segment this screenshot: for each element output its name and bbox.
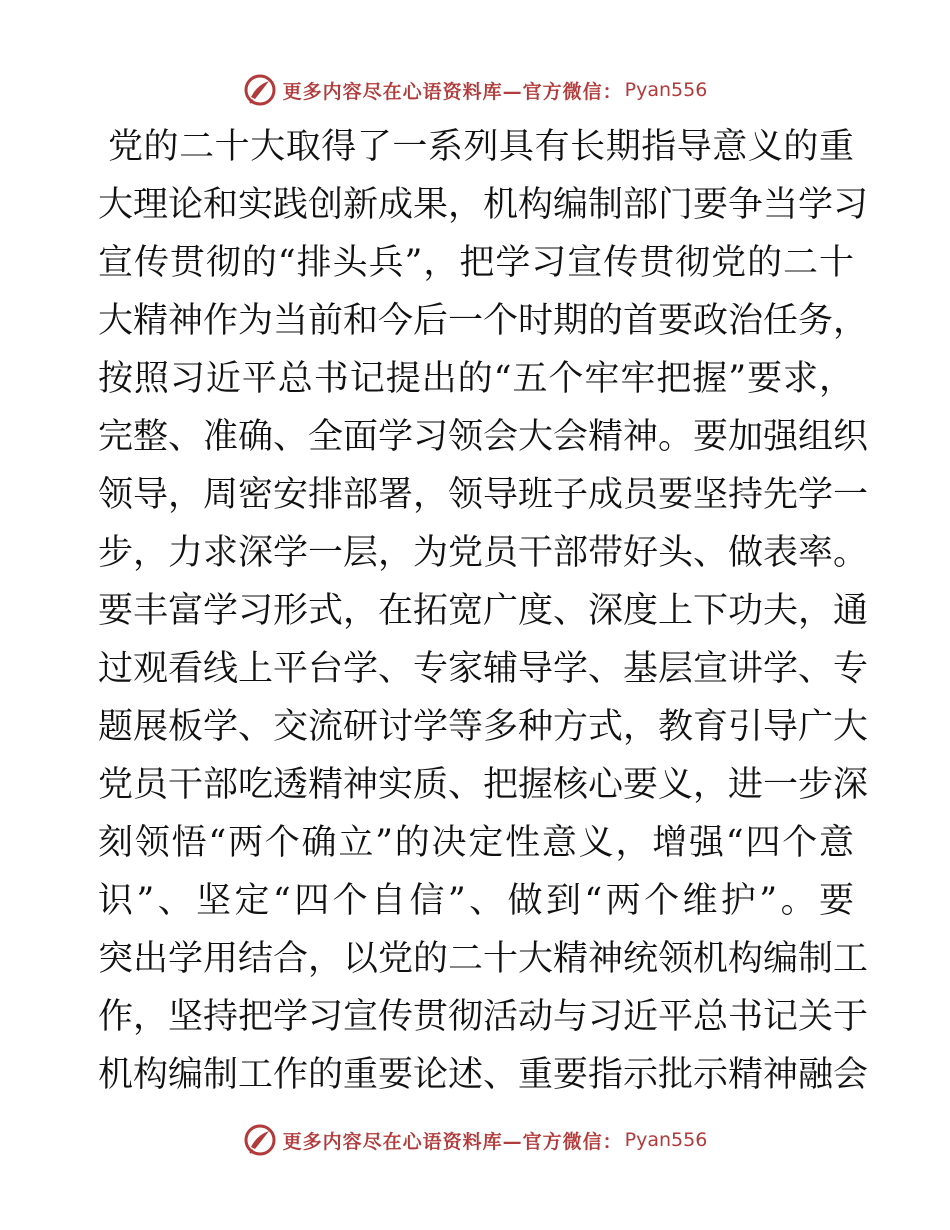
text-line: 大精神作为当前和今后一个时期的首要政治任务， [98,301,869,341]
text-line: 按照习近平总书记提出的“五个牢牢把握”要求， [98,359,854,399]
text-line: 题展板学、交流研讨学等多种方式，教育引导广大 [98,707,869,747]
text-line: 刻领悟“两个确立”的决定性意义，增强“四个意 [98,823,854,863]
text-line: 要丰富学习形式，在拓宽广度、深度上下功夫，通 [98,591,869,631]
text-line: 大理论和实践创新成果，机构编制部门要争当学习 [98,185,869,225]
watermark-wechat-id: Pyan556 [624,1129,708,1151]
text-line: 过观看线上平台学、专家辅导学、基层宣讲学、专 [98,649,869,689]
pen-logo-icon [243,73,277,107]
text-line: 突出学用结合，以党的二十大精神统领机构编制工 [98,939,869,979]
pen-logo-icon [243,1123,277,1157]
text-line: 党的二十大取得了一系列具有长期指导意义的重 [108,127,854,167]
text-line: 机构编制工作的重要论述、重要指示批示精神融会 [98,1055,869,1095]
header-watermark [0,70,950,110]
text-line: 宣传贯彻的“排头兵”，把学习宣传贯彻党的二十 [98,243,854,283]
text-line: 识”、坚定“四个自信”、做到“两个维护”。要 [98,881,854,921]
watermark-wechat-id: Pyan556 [624,79,708,101]
body-paragraph [98,118,869,1104]
text-line: 步，力求深学一层，为党员干部带好头、做表率。 [98,533,869,573]
text-line: 作，坚持把学习宣传贯彻活动与习近平总书记关于 [98,997,869,1037]
text-line: 领导，周密安排部署，领导班子成员要坚持先学一 [98,475,869,515]
text-line: 完整、准确、全面学习领会大会精神。要加强组织 [98,417,869,457]
footer-watermark [0,1120,950,1160]
watermark-text: 更多内容尽在心语资料库—官方微信： [282,80,623,103]
watermark-text: 更多内容尽在心语资料库—官方微信： [282,1130,623,1153]
text-line: 党员干部吃透精神实质、把握核心要义，进一步深 [98,765,869,805]
